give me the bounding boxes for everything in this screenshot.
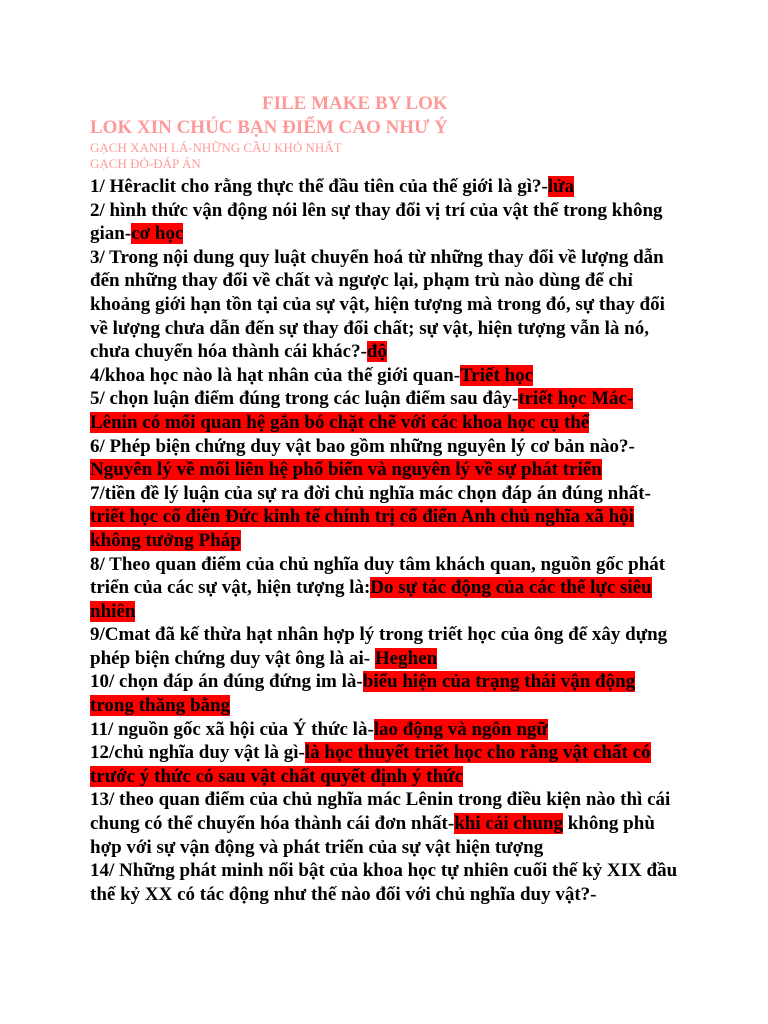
answer-highlight: Triết học <box>460 364 534 386</box>
document-header <box>90 92 690 172</box>
question-item <box>90 741 680 788</box>
question-text: 11/ nguồn gốc xã hội của Ý thức là- <box>90 718 374 740</box>
question-text: 4/khoa học nào là hạt nhân của thế giới quan- <box>90 364 461 386</box>
question-text: 14/ Những phát minh nổi bật của khoa học tự nhiên cuối thế kỷ XIX đầu thế kỷ XX có tác động như thế nào đối với chủ nghĩa duy vật?- <box>90 860 678 905</box>
question-text: 6/ Phép biện chứng duy vật bao gồm những nguyên lý cơ bản nào?- <box>90 435 635 457</box>
answer-highlight: triết học cổ điển Đức kinh tế chính trị cổ điển Anh chủ nghĩa xã hội không tưởng Pháp <box>90 506 634 551</box>
answer-highlight: Heghen <box>374 647 438 669</box>
question-item <box>90 788 680 859</box>
question-item <box>90 670 680 717</box>
question-text: 5/ chọn luận điểm đúng trong các luận điểm sau đây- <box>90 388 519 410</box>
answer-highlight: khi cái chung <box>454 813 563 835</box>
question-item <box>90 387 680 434</box>
question-item <box>90 199 680 246</box>
answer-highlight: độ <box>366 341 387 363</box>
answer-highlight: Nguyên lý về mối liên hệ phổ biến và nguyên lý về sự phát triển <box>90 459 602 481</box>
question-text: 8/ Theo quan điểm của chủ nghĩa duy tâm khách quan, nguồn gốc phát triển của các sự vật, hiện tượng là: <box>90 553 666 599</box>
legend-note-red: GẠCH ĐỎ-ĐÁP ÁN <box>90 156 201 171</box>
answer-highlight: biểu hiện của trạng thái vận động trong thăng bằng <box>90 671 636 717</box>
question-item <box>90 435 680 482</box>
answer-highlight: lửa <box>547 176 575 197</box>
document-title: FILE MAKE BY LOK <box>262 93 448 114</box>
question-text: 2/ hình thức vận động nói lên sự thay đổi vị trí của vật thể trong không gian- <box>90 199 663 245</box>
answer-highlight: cơ học <box>131 223 184 245</box>
question-item <box>90 246 680 364</box>
question-text: 9/Cmat đã kế thừa hạt nhân hợp lý trong triết học của ông để xây dựng phép biện chứng duy vật ông là ai- <box>90 624 668 669</box>
question-list <box>90 175 680 906</box>
question-text: 7/tiền đề lý luận của sự ra đời chủ nghĩa mác chọn đáp án đúng nhất- <box>90 482 651 504</box>
question-text: 10/ chọn đáp án đúng đứng im là- <box>90 671 363 693</box>
answer-highlight: lao động và ngôn ngữ <box>373 718 548 740</box>
question-item <box>90 482 680 553</box>
question-item <box>90 859 680 906</box>
answer-highlight: triết học Mác-Lênin có mối quan hệ gắn bó chặt chẽ với các khoa học cụ thể <box>90 388 634 433</box>
question-text: 13/ theo quan điểm của chủ nghĩa mác Lênin trong điều kiện nào thì cái chung có thể chuyển hóa thành cái đơn nhất- <box>90 789 671 835</box>
answer-highlight: là học thuyết triết học cho rằng vật chất có trước ý thức có sau vật chất quyết định ý thức <box>90 742 651 787</box>
question-text: 12/chủ nghĩa duy vật là gì- <box>90 742 305 764</box>
question-item <box>90 175 680 199</box>
question-item <box>90 364 680 388</box>
question-item <box>90 623 680 670</box>
question-text-continued: không phù hợp với sự vận động và phát triển của sự vật hiện tượng <box>90 813 655 858</box>
document-subtitle: LOK XIN CHÚC BẠN ĐIỂM CAO NHƯ Ý <box>90 117 448 138</box>
question-item <box>90 718 680 742</box>
question-text: 3/ Trong nội dung quy luật chuyển hoá từ những thay đổi về lượng dẫn đến những thay đổi về chất và ngược lại, phạm trù nào dùng để chỉ khoảng giới hạn tồn tại của sự vật, hiện tượng mà trong đó, sự thay đổi về lượng chưa dẫn đến sự thay đổi chất; sự vật, hiện tượng vẫn là nó, chưa chuyển hóa thành cái khác?- <box>90 246 665 363</box>
question-text: 1/ Hêraclit cho rằng thực thể đầu tiên của thế giới là gì?- <box>90 176 548 197</box>
answer-highlight: Do sự tác động của các thế lực siêu nhiên <box>90 577 652 622</box>
question-item <box>90 553 680 624</box>
legend-note-green: GẠCH XANH LÁ-NHỮNG CẦU KHÓ NHẤT <box>90 140 342 155</box>
